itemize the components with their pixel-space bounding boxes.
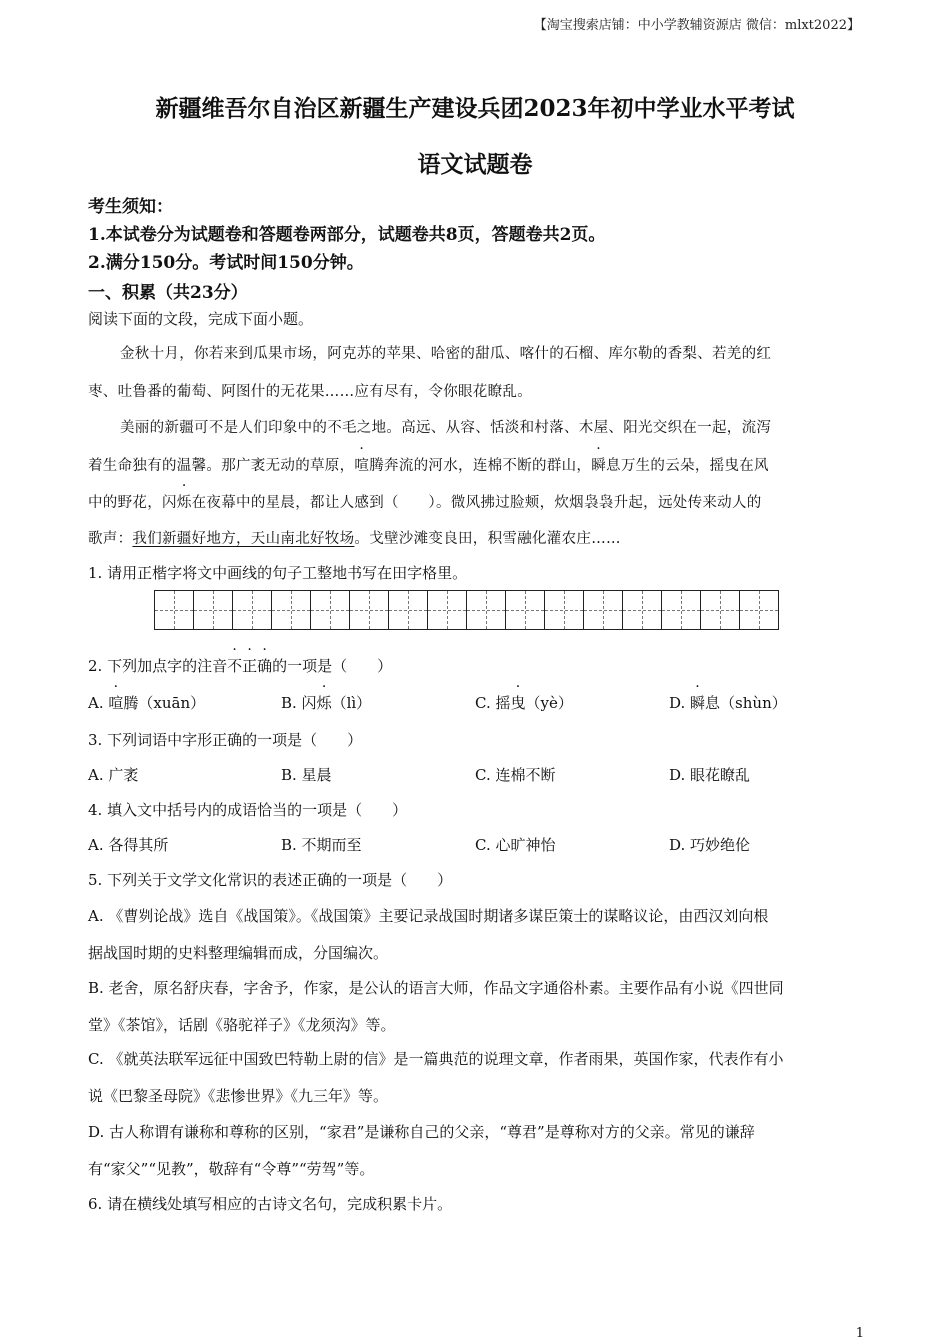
tian-zi-cell[interactable]: [583, 590, 623, 630]
tian-zi-cell[interactable]: [193, 590, 233, 630]
tian-zi-cell[interactable]: [466, 590, 506, 630]
dotted-char-shun: 瞬: [591, 458, 607, 474]
emphasis-char: 不: [227, 657, 243, 675]
tian-zi-cell[interactable]: [700, 590, 740, 630]
option-letter: B. 闪: [281, 694, 317, 712]
tian-zi-cell[interactable]: [310, 590, 350, 630]
q3-option-c[interactable]: C. 连棉不断: [475, 766, 556, 784]
header-note: 【淘宝搜索店铺：中小学教辅资源店 微信：mlxt2022】: [533, 18, 860, 33]
q1-stem: 1. 请用正楷字将文中画线的句子工整地书写在田字格里。: [88, 564, 468, 582]
passage-p2-line2: [88, 454, 769, 475]
q2-emphasis: [227, 657, 272, 675]
option-letter: C. 摇: [475, 694, 511, 712]
q3-option-a[interactable]: A. 广袤: [88, 766, 139, 784]
emphasis-char: 确: [257, 657, 273, 675]
q5-option-b-line2[interactable]: 堂》《茶馆》，话剧《骆驼祥子》《龙须沟》等。: [88, 1016, 396, 1034]
q5-option-d-line2[interactable]: 有“家父”“见教”，敬辞有“令尊”“劳驾”等。: [88, 1160, 375, 1178]
option-letter: D.: [669, 694, 691, 712]
notice-item-2: 2.满分150分。考试时间150分钟。: [88, 253, 364, 273]
underlined-sentence: 我们新疆好地方，天山南北好牧场: [132, 531, 355, 547]
q5-option-a-line2[interactable]: 据战国时期的史料整理编辑而成，分国编次。: [88, 944, 389, 962]
exam-title: 新疆维吾尔自治区新疆生产建设兵团2023年初中学业水平考试: [155, 95, 795, 122]
q5-option-b-line1[interactable]: B. 老舍，原名舒庆春，字舍予，作家，是公认的语言大师，作品文字通俗朴素。主要作品有小说《四世同: [88, 979, 784, 997]
tian-zi-grid[interactable]: [154, 590, 794, 630]
tian-zi-cell[interactable]: [349, 590, 389, 630]
q4-stem: 4. 填入文中括号内的成语恰当的一项是（ ）: [88, 801, 408, 819]
q3-option-b[interactable]: B. 星晨: [281, 766, 332, 784]
q3-option-d[interactable]: D. 眼花瞭乱: [669, 766, 751, 784]
tian-zi-cell[interactable]: [505, 590, 545, 630]
passage-seg: 歌声：: [88, 531, 133, 547]
option-pinyin: 息（shùn）: [705, 694, 787, 712]
q2-stem-b: 的一项是（ ）: [272, 657, 393, 675]
q2-option[interactable]: [475, 692, 573, 713]
q3-stem: 3. 下列词语中字形正确的一项是（ ）: [88, 731, 363, 749]
dotted-char-xuan: 喧: [354, 458, 370, 474]
tian-zi-cell[interactable]: [661, 590, 701, 630]
option-pinyin: 腾（xuān）: [123, 694, 206, 712]
section-intro: 阅读下面的文段，完成下面小题。: [88, 310, 314, 328]
tian-zi-cell[interactable]: [232, 590, 272, 630]
q4-option-b[interactable]: B. 不期而至: [281, 836, 362, 854]
q2-option[interactable]: [88, 692, 205, 713]
passage-p1-line2: 枣、吐鲁番的葡萄、阿图什的无花果……应有尽有，令你眼花瞭乱。: [88, 384, 532, 400]
emphasis-char: 正: [242, 657, 258, 675]
dotted-char: 喧: [108, 694, 124, 712]
passage-seg: 着生命独有的温馨。那广袤无动的草原，: [88, 458, 355, 474]
passage-p1-line1: 金秋十月，你若来到瓜果市场，阿克苏的苹果、哈密的甜瓜、喀什的石榴、库尔勒的香梨、若羌的红: [120, 346, 772, 362]
q5-option-a-line1[interactable]: A. 《曹刿论战》选自《战国策》。《战国策》主要记录战国时期诸多谋臣策士的谋略议论，由西汉刘向根: [88, 907, 769, 925]
passage-p2-line1: 美丽的新疆可不是人们印象中的不毛之地。高远、从容、恬淡和村落、木屋、阳光交织在一起，流泻: [120, 420, 772, 436]
q5-option-c-line2[interactable]: 说《巴黎圣母院》《悲惨世界》《九三年》等。: [88, 1087, 389, 1105]
q2-stem: [88, 655, 392, 676]
q5-option-d-line1[interactable]: D. 古人称谓有谦称和尊称的区别，“家君”是谦称自己的父亲，“尊君”是尊称对方的父亲。常见的谦辞: [88, 1123, 755, 1141]
tian-zi-cell[interactable]: [427, 590, 467, 630]
q6-stem: 6. 请在横线处填写相应的古诗文名句，完成积累卡片。: [88, 1195, 453, 1213]
passage-seg: 中的野花，闪: [88, 495, 177, 511]
passage-seg: 。戈壁沙滩变良田，积雪融化灌农庄……: [354, 531, 621, 547]
q2-option[interactable]: [669, 692, 787, 713]
dotted-char: 曳: [510, 694, 526, 712]
passage-seg: 腾奔流的河水，连棉不断的群山，: [369, 458, 592, 474]
q4-option-a[interactable]: A. 各得其所: [88, 836, 169, 854]
dotted-char-shuo: 烁: [176, 495, 192, 511]
exam-subtitle: 语文试题卷: [417, 151, 533, 178]
dotted-char: 烁: [316, 694, 332, 712]
tian-zi-cell[interactable]: [622, 590, 662, 630]
tian-zi-cell[interactable]: [739, 590, 779, 630]
option-pinyin: （lì）: [331, 694, 372, 712]
option-pinyin: （yè）: [525, 694, 573, 712]
section-heading: 一、积累（共23分）: [88, 283, 248, 303]
passage-p2-line3: [88, 491, 762, 512]
q4-option-d[interactable]: D. 巧妙绝伦: [669, 836, 751, 854]
q5-option-c-line1[interactable]: C. 《就英法联军远征中国致巴特勒上尉的信》是一篇典范的说理文章，作者雨果，英国作家，代表作有小: [88, 1050, 784, 1068]
q5-stem: 5. 下列关于文学文化常识的表述正确的一项是（ ）: [88, 871, 453, 889]
tian-zi-cell[interactable]: [271, 590, 311, 630]
passage-seg: 在夜幕中的星晨，都让人感到（ ）。微风拂过脸颊，炊烟袅袅升起，远处传来动人的: [191, 495, 762, 511]
tian-zi-cell[interactable]: [154, 590, 194, 630]
page-number: 1: [855, 1326, 864, 1341]
q4-option-c[interactable]: C. 心旷神怡: [475, 836, 556, 854]
passage-seg: 息万生的云朵，摇曳在风: [606, 458, 769, 474]
option-letter: A.: [88, 694, 109, 712]
tian-zi-cell[interactable]: [388, 590, 428, 630]
passage-p2-line4: [88, 527, 621, 548]
q2-option[interactable]: [281, 692, 371, 713]
notice-item-1: 1.本试卷分为试题卷和答题卷两部分，试题卷共8页，答题卷共2页。: [88, 225, 606, 245]
notice-heading: 考生须知：: [88, 197, 173, 217]
tian-zi-cell[interactable]: [544, 590, 584, 630]
q2-stem-a: 2. 下列加点字的注音: [88, 657, 228, 675]
dotted-char: 瞬: [690, 694, 706, 712]
